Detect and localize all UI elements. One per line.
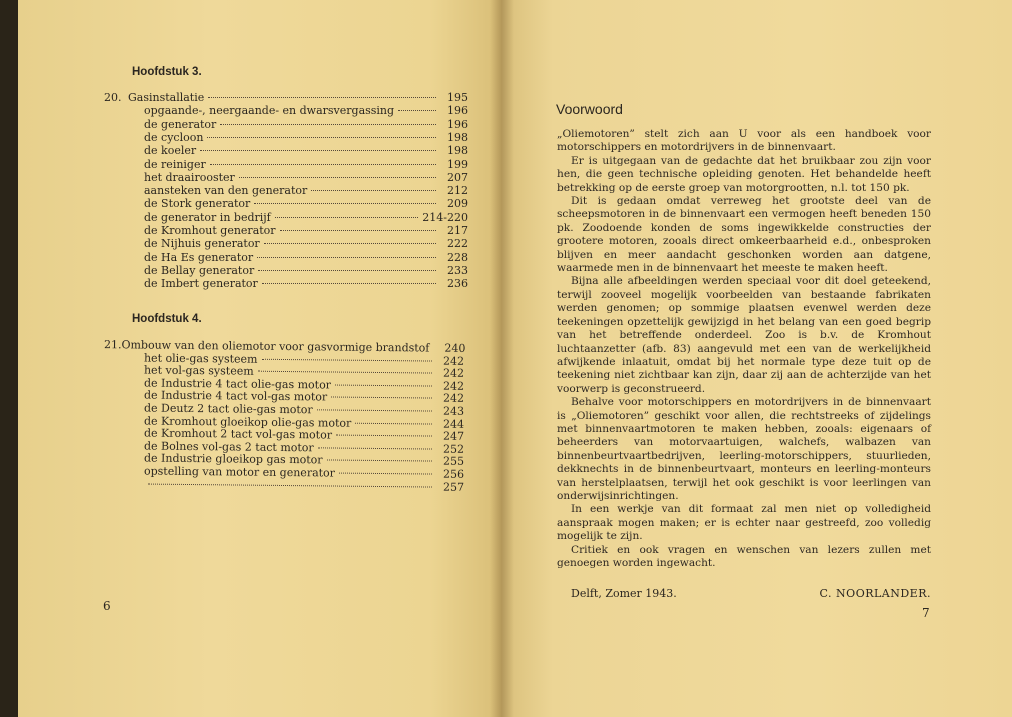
toc-entry-label: de Kromhout 2 tact vol-gas motor	[143, 426, 333, 442]
toc-entry-label: de Bellay generator	[144, 263, 255, 277]
toc-entry-page: 233	[447, 263, 468, 277]
toc-entry-label: de reiniger	[144, 157, 206, 171]
toc-entry-label: de generator	[144, 117, 217, 131]
toc-entry-page: 212	[447, 184, 468, 198]
toc-entry-label: het olie-gas systeem	[143, 351, 258, 366]
toc-entry-label: de Deutz 2 tact olie-gas motor	[143, 401, 313, 417]
toc-entry-page: 243	[442, 404, 465, 418]
toc-leader-dots	[311, 190, 436, 191]
toc-entry-label: de Kromhout generator	[144, 224, 276, 237]
toc-leader-dots	[254, 203, 436, 204]
toc-entry-number: 21.	[103, 338, 122, 352]
toc-entry-page: 240	[444, 341, 466, 355]
toc-entry	[104, 277, 468, 290]
toc-entry-page: 247	[442, 429, 465, 444]
toc-leader-dots	[239, 177, 436, 178]
toc-entry-page: 242	[442, 392, 465, 406]
toc-entry-label: de Industrie 4 tact olie-gas motor	[143, 376, 332, 392]
toc-entry	[104, 264, 468, 277]
toc-entry-page: 199	[447, 157, 468, 171]
toc-entry-label: de Imbert generator	[144, 277, 258, 291]
toc-entry	[104, 131, 468, 144]
toc-leader-dots	[331, 397, 432, 399]
toc-entry-page: 198	[447, 130, 468, 144]
toc-leader-dots	[262, 283, 436, 284]
foreword-paragraph: „Oliemotoren” stelt zich aan U voor als een handboek voor motorschippers en motordrijvers in de binnenvaart.	[557, 128, 931, 154]
toc-entry-label: de Nijhuis generator	[144, 237, 260, 251]
toc-entry-label: het draairooster	[144, 170, 235, 184]
toc-leader-dots	[280, 230, 436, 231]
left-page-number: 6	[103, 599, 111, 613]
toc-leader-dots	[318, 447, 432, 449]
toc-leader-dots	[200, 150, 436, 151]
toc-entry-page: 242	[442, 366, 465, 381]
toc-leader-dots	[355, 422, 432, 424]
toc-entry-label: de Industrie 4 tact vol-gas motor	[143, 388, 328, 404]
foreword-paragraph: Behalve voor motorschippers en motordrijvers in de binnenvaart is „Oliemotoren” geschikt voor allen, die rechtstreeks of zijdelings met binnenvaartmotoren te maken hebben, zooals: eigenaars of beheerders van motorvaartuigen, walchefs, walbazen van binnenbeurtvaartbedrijven, leerling-motorschippers, stuurlieden, dekknechts in de binnenbeurtvaart, monteurs en leerling-monteurs van herstelplaatsen, terwijl het ook geschikt is voor leerlingen van onderwijsinrichtingen.	[557, 396, 931, 502]
toc-entry-label: de Industrie gloeikop gas motor	[143, 451, 323, 467]
toc-entry	[104, 118, 468, 131]
toc-leader-dots	[317, 409, 432, 411]
right-page-number: 7	[922, 606, 930, 620]
toc-entry-label: het vol-gas systeem	[143, 363, 254, 378]
toc-entry-page: 256	[442, 467, 465, 481]
toc-leader-dots	[257, 257, 436, 258]
toc-leader-dots	[258, 371, 432, 374]
foreword-title: Voorwoord	[556, 101, 623, 117]
toc-entry-label: de Ha Es generator	[144, 250, 254, 264]
toc-leader-dots	[339, 473, 432, 475]
toc-leader-dots	[258, 270, 436, 271]
toc-entry-page: 207	[447, 170, 468, 184]
toc-leader-dots	[398, 110, 436, 111]
author-name: C. NOORLANDER.	[819, 587, 931, 600]
toc-entry-label: de Kromhout gloeikop olie-gas motor	[143, 414, 352, 430]
toc-entry-page: 242	[442, 354, 465, 368]
toc-entry-page: 244	[442, 417, 465, 431]
toc-entry	[104, 224, 468, 237]
toc-entry-page: 209	[447, 197, 468, 211]
chapter-3-heading: Hoofdstuk 3.	[132, 66, 202, 78]
toc-entry-label: de koeler	[144, 144, 197, 158]
toc-entry	[104, 197, 468, 210]
toc-leader-dots	[210, 164, 436, 165]
toc-entry	[104, 104, 468, 117]
toc-entry-page: 252	[442, 442, 465, 456]
toc-entry-label: aansteken van den generator	[144, 184, 308, 198]
toc-leader-dots	[264, 243, 436, 244]
toc-leader-dots	[335, 384, 432, 386]
toc-entry-page: 195	[447, 91, 468, 104]
toc-leader-dots	[220, 124, 436, 125]
toc-entry-page: 198	[447, 144, 468, 158]
toc-entry	[104, 237, 468, 250]
toc-entry	[104, 91, 468, 104]
toc-entry-label: Ombouw van den oliemotor voor gasvormige brandstof	[121, 338, 430, 355]
toc-entry	[104, 144, 468, 157]
toc-entry	[104, 171, 468, 184]
toc-entry-page: 257	[442, 480, 465, 494]
toc-entry-label: de cycloon	[144, 130, 204, 144]
signature-row	[571, 587, 931, 600]
foreword-paragraph: Bijna alle afbeeldingen werden speciaal voor dit doel geteekend, terwijl zooveel mogelijk voorbeelden van bestaande fabrikaten werden genomen; op sommige plaatsen evenwel werden deze teekeningen opzettelijk gewijzigd in het belang van een goed begrip van het betreffende onderdeel. Zoo is b.v. de Kromhout luchtaanzetter (afb. 83) aangevuld met een van de werkelijkheid afwijkende inlaatuit, omdat bij het normale type deze tuit op de teekening niet zichtbaar kan zijn, daar zij aan de achterzijde van het voorwerp is geconstrueerd.	[557, 275, 931, 395]
toc-entry-page: 214-220	[422, 210, 468, 224]
toc-entry-label: de generator in bedrijf	[144, 210, 271, 224]
toc-leader-dots	[262, 358, 432, 361]
toc-entry-number: 20.	[104, 91, 122, 104]
toc-entry-label: Gasinstallatie	[128, 91, 205, 104]
toc-entry-page: 196	[447, 117, 468, 131]
toc-entry-page: 236	[447, 277, 468, 291]
toc-leader-dots	[148, 483, 432, 487]
toc-entry-page: 196	[447, 104, 468, 118]
toc-entry	[104, 158, 468, 171]
foreword-paragraph: Critiek en ook vragen en wenschen van lezers zullen met genoegen worden ingewacht.	[557, 543, 931, 569]
foreword-paragraph: Er is uitgegaan van de gedachte dat het bruikbaar zou zijn voor hen, die geen technische opleiding genoten. Het behandelde heeft betrekking op de eerste groep van motorgrootten, n.l. tot 150 pk.	[557, 154, 931, 194]
foreword-paragraph: In een werkje van dit formaat zal men niet op volledigheid aanspraak mogen maken; er is echter naar gestreefd, zoo volledig mogelijk te zijn.	[557, 503, 931, 543]
toc-entry	[104, 211, 468, 224]
toc-entry-page: 255	[442, 455, 465, 469]
foreword-body	[557, 128, 931, 570]
toc-leader-dots	[207, 137, 436, 138]
toc-entry-label: de Bolnes vol-gas 2 tact motor	[143, 439, 314, 455]
toc-leader-dots	[208, 97, 436, 98]
toc-entry-page: 242	[442, 379, 465, 393]
toc-entry-label: opstelling van motor en generator	[143, 464, 336, 480]
toc-leader-dots	[275, 217, 419, 218]
toc-entry	[104, 251, 468, 264]
chapter-4-heading: Hoofdstuk 4.	[132, 313, 202, 325]
book-gutter	[490, 0, 514, 717]
toc-leader-dots	[336, 435, 432, 437]
toc-entry-page: 217	[447, 224, 468, 237]
toc-entry-page: 228	[447, 250, 468, 264]
toc-entry-label: opgaande-, neergaande- en dwarsvergassing	[144, 104, 395, 118]
toc-leader-dots	[327, 460, 432, 462]
toc-entry-label: de Stork generator	[144, 197, 251, 211]
foreword-paragraph: Dit is gedaan omdat verreweg het grootste deel van de scheepsmotoren in de binnenvaart een vermogen heeft beneden 150 pk. Zoodoende konden de soms ingewikkelde constructies der grootere motoren, zooals direct omkeerbaarheid e.d., onbesproken blijven en meer aandacht geschonken worden aan datgene, waarmede men in de binnenvaart het meeste te maken heeft.	[557, 195, 931, 275]
place-date: Delft, Zomer 1943.	[571, 587, 677, 600]
toc-entry-page: 222	[447, 237, 468, 251]
toc-entry	[104, 184, 468, 197]
